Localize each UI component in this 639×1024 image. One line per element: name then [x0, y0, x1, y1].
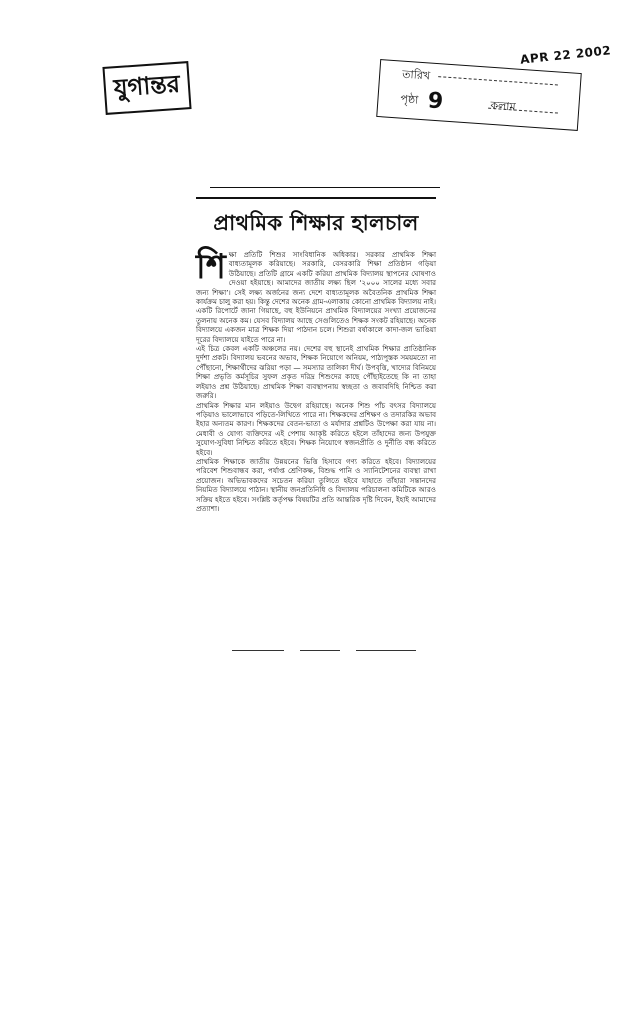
ref-stamp-page-label: পৃষ্ঠা	[400, 92, 419, 107]
clipping-top-rule	[210, 187, 440, 188]
date-stamp: APR 22 2002	[519, 43, 612, 67]
newspaper-clipping	[196, 197, 436, 513]
article-body	[196, 247, 436, 513]
clipping-bottom-rule	[300, 650, 340, 651]
reference-stamp	[376, 59, 582, 131]
article-paragraph	[196, 247, 436, 344]
article-paragraph-text: ক্ষা প্রতিটি শিশুর সাংবিধানিক অধিকার। সরকার প্রাথমিক শিক্ষা বাধ্যতামূলক করিয়াছে। সরকারি, বেসরকারি শিক্ষা প্রতিষ্ঠান গড়িয়া উঠিয়াছে। প্রতিটি গ্রামে একটি করিয়া প্রাথমিক বিদ্যালয় স্থাপনের ঘোষণাও দেওয়া হইয়াছে। আমাদের জাতীয় লক্ষ্য ছিল ‘২০০০ সালের মধ্যে সবার জন্য শিক্ষা’। সেই লক্ষ্য অর্জনের জন্য দেশে বাধ্যতামূলক অবৈতনিক প্রাথমিক শিক্ষা কার্যক্রম চালু করা হয়। কিন্তু দেশের অনেক গ্রাম-এলাকায় কোনো প্রাথমিক বিদ্যালয় নাই। একটি রিপোর্টে জানা গিয়াছে, বহু ইউনিয়নে প্রাথমিক বিদ্যালয়ের সংখ্যা প্রয়োজনের তুলনায় অনেক কম। যেসব বিদ্যালয় আছে সেগুলিতেও শিক্ষক সংকট রহিয়াছে। অনেক বিদ্যালয়ে একজন মাত্র শিক্ষক দিয়া পাঠদান চলে। শিশুরা বর্ষাকালে কাদা-জল ভাঙিয়া দূরের বিদ্যালয়ে যাইতে পারে না।	[196, 250, 436, 344]
clipping-bottom-rule	[356, 650, 416, 651]
clipping-bottom-rule	[232, 650, 284, 651]
newspaper-masthead	[102, 61, 191, 115]
ref-stamp-column-label: কলাম	[489, 98, 517, 114]
ref-stamp-page-row	[400, 84, 517, 118]
article-paragraph: এই চিত্র কেবল একটি অঞ্চলের নয়। দেশের বহু স্থানেই প্রাথমিক শিক্ষার প্রাতিষ্ঠানিক দুর্দশা প্রকট। বিদ্যালয় ভবনের অভাব, শিক্ষক নিয়োগে অনিয়ম, পাঠ্যপুস্তক সময়মতো না পৌঁছানো, শিক্ষার্থীদের ঝরিয়া পড়া — সমস্যার তালিকা দীর্ঘ। উপবৃত্তি, খাদ্যের বিনিময়ে শিক্ষা প্রভৃতি কর্মসূচির সুফল প্রকৃত দরিদ্র শিশুদের কাছে পৌঁছাইতেছে কি না তাহা লইয়াও প্রশ্ন উঠিয়াছে। প্রাথমিক শিক্ষা ব্যবস্থাপনায় স্বচ্ছতা ও জবাবদিহি নিশ্চিত করা জরুরি।	[196, 344, 436, 401]
article-paragraph: প্রাথমিক শিক্ষাকে জাতীয় উন্নয়নের ভিত্তি হিসাবে গণ্য করিতে হইবে। বিদ্যালয়ের পরিবেশ শিশুবান্ধব করা, পর্যাপ্ত শ্রেণিকক্ষ, বিশুদ্ধ পানি ও স্যানিটেশনের ব্যবস্থা রাখা প্রয়োজন। অভিভাবকদের সচেতন করিয়া তুলিতে হইবে যাহাতে তাঁহারা সন্তানদের নিয়মিত বিদ্যালয়ে পাঠান। স্থানীয় জনপ্রতিনিধি ও বিদ্যালয় পরিচালনা কমিটিকে আরও সক্রিয় হইতে হইবে। সংশ্লিষ্ট কর্তৃপক্ষ বিষয়টির প্রতি আন্তরিক দৃষ্টি দিবেন, ইহাই আমাদের প্রত্যাশা।	[196, 456, 436, 513]
ref-stamp-date-line	[438, 76, 558, 85]
article-drop-cap: শি	[196, 247, 226, 287]
ref-stamp-date-label: তারিখ	[401, 67, 431, 83]
ref-stamp-page-number: 9	[426, 88, 444, 115]
article-paragraph: প্রাথমিক শিক্ষার মান লইয়াও উদ্বেগ রহিয়াছে। অনেক শিশু পাঁচ বৎসর বিদ্যালয়ে পড়িয়াও ভালোভাবে পড়িতে-লিখিতে পারে না। শিক্ষকদের প্রশিক্ষণ ও তদারকির অভাব ইহার অন্যতম কারণ। শিক্ষকদের বেতন-ভাতা ও মর্যাদার প্রশ্নটিও উপেক্ষা করা যায় না। মেধাবী ও যোগ্য ব্যক্তিদের এই পেশায় আকৃষ্ট করিতে হইলে তাঁহাদের জন্য উপযুক্ত সুযোগ-সুবিধা নিশ্চিত করিতে হইবে। শিক্ষক নিয়োগে স্বজনপ্রীতি ও দুর্নীতি বন্ধ করিতে হইবে।	[196, 400, 436, 457]
masthead-text: যুগান্তর	[112, 69, 181, 103]
article-headline: প্রাথমিক শিক্ষার হালচাল	[213, 211, 419, 235]
